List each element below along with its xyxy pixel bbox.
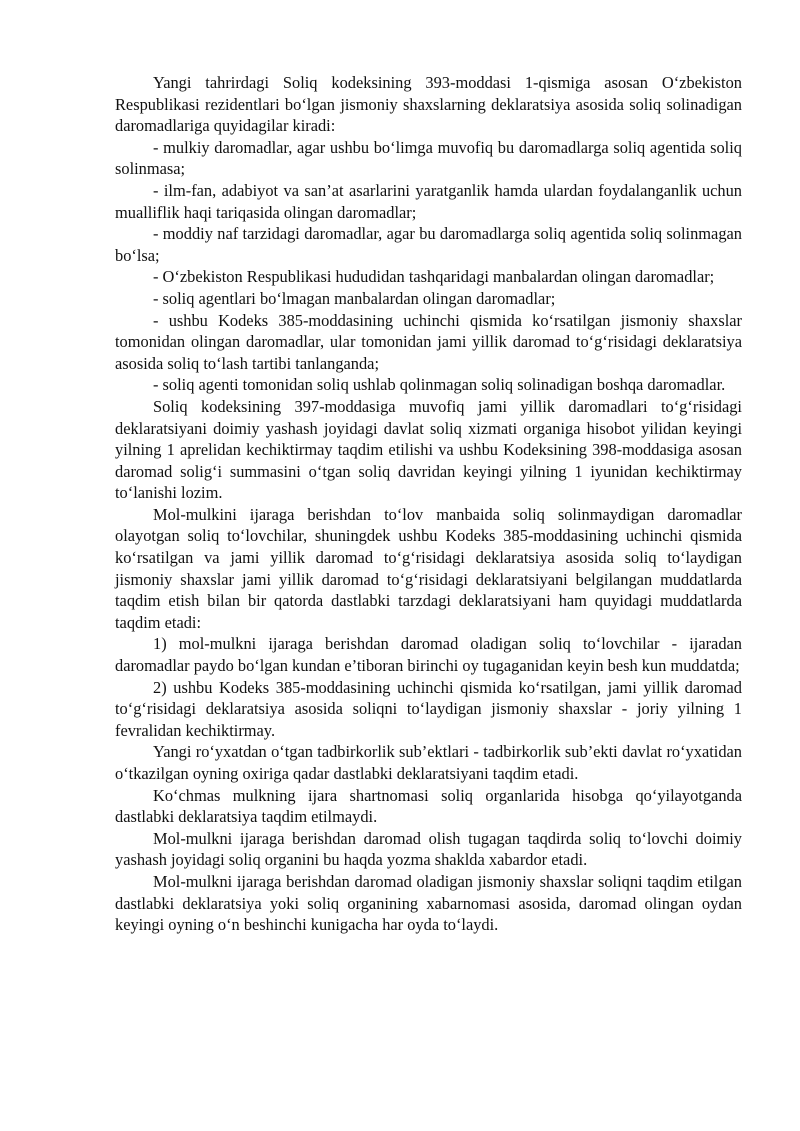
paragraph-royalty-income: - ilm-fan, adabiyot va san’at asarlarini yaratganlik hamda ulardan foydalanganlik uchun mualliflik haqi tariqasida olingan daromadlar; bbox=[115, 180, 742, 222]
paragraph-material-benefit-income: - moddiy naf tarzidagi daromadlar, agar bu daromadlarga soliq agentida soliq solinmagan bo‘lsa; bbox=[115, 224, 742, 265]
paragraph-property-income: - mulkiy daromadlar, agar ushbu bo‘limga muvofiq bu daromadlarga soliq agentida soliq solinmasa; bbox=[115, 137, 742, 179]
document-page bbox=[115, 72, 742, 936]
paragraph-article-385-persons: - ushbu Kodeks 385-moddasining uchinchi qismida ko‘rsatilgan jismoniy shaxslar tomonidan olingan daromadlar, ular tomonidan jami yillik daromad to‘g‘risidagi deklaratsiya asosida soliq to‘lash tartibi tanlanganda; bbox=[115, 310, 742, 373]
paragraph-new-entities: Yangi ro‘yxatdan o‘tgan tadbirkorlik sub’ektlari - tadbirkorlik sub’ekti davlat ro‘yxatidan o‘tkazilgan oyning oxiriga qadar dastlabki deklaratsiyani taqdim etadi. bbox=[115, 742, 742, 783]
paragraph-other-income: - soliq agenti tomonidan soliq ushlab qolinmagan soliq solinadigan boshqa daromadlar. bbox=[153, 375, 726, 395]
paragraph-foreign-income: - O‘zbekiston Respublikasi hududidan tashqaridagi manbalardan olingan daromadlar; bbox=[153, 267, 715, 287]
paragraph-intro-article-393: Yangi tahrirdagi Soliq kodeksining 393-moddasi 1-qismiga asosan O‘zbekiston Respublikasi rezidentlari bo‘lgan jismoniy shaxslarning deklaratsiya asosida soliq solinadigan daromadlariga quyidagilar kiradi: bbox=[115, 73, 742, 136]
paragraph-preliminary-declaration: Mol-mulkini ijaraga berishdan to‘lov manbaida soliq solinmaydigan daromadlar olayotgan soliq to‘lovchilar, shuningdek ushbu Kodeks 385-moddasining uchinchi qismida ko‘rsatilgan va jami yillik daromad to‘g‘risidagi deklaratsiya asosida soliq to‘laydigan jismoniy shaxslar jami yillik daromad to‘g‘risidagi deklaratsiyani belgilangan muddatlarda taqdim etish bilan bir qatorda dastlabki tarzdagi deklaratsiyani ham quyidagi muddatlarda taqdim etadi: bbox=[115, 504, 742, 632]
paragraph-monthly-payment: Mol-mulkni ijaraga berishdan daromad oladigan jismoniy shaxslar soliqni taqdim etilgan dastlabki deklaratsiya yoki soliq organining xabarnomasi asosida, daromad olingan oydan keyingi oyning o‘n beshinchi kunigacha har oyda to‘laydi. bbox=[115, 871, 742, 935]
paragraph-non-agent-income: - soliq agentlari bo‘lmagan manbalardan olingan daromadlar; bbox=[153, 288, 556, 308]
paragraph-february-deadline: 2) ushbu Kodeks 385-moddasining uchinchi qismida ko‘rsatilgan, jami yillik daromad to‘g‘risidagi deklaratsiya asosida soliqni to‘laydigan jismoniy shaxslar - joriy yilning 1 fevralidan kechiktirmay. bbox=[115, 677, 742, 740]
paragraph-article-397-deadline: Soliq kodeksining 397-moddasiga muvofiq jami yillik daromadlari to‘g‘risidagi deklaratsiyani doimiy yashash joyidagi davlat soliq xizmati organiga hisobot yilidan keyingi yilning 1 aprelidan kechiktirmay taqdim etilishi va ushbu Kodeksining 398-moddasiga asosan daromad solig‘i summasini o‘tgan soliq davridan keyingi yilning 1 iyunidan kechiktirmay to‘lanishi lozim. bbox=[115, 396, 742, 503]
paragraph-real-estate-lease: Ko‘chmas mulkning ijara shartnomasi soliq organlarida hisobga qo‘yilayotganda dastlabki deklaratsiya taqdim etilmaydi. bbox=[115, 785, 742, 827]
paragraph-rent-termination: Mol-mulkni ijaraga berishdan daromad olish tugagan taqdirda soliq to‘lovchi doimiy yashash joyidagi soliq organini bu haqda yozma shaklda xabardor etadi. bbox=[115, 828, 742, 870]
paragraph-rent-deadline: 1) mol-mulkni ijaraga berishdan daromad oladigan soliq to‘lovchilar - ijaradan daromadlar paydo bo‘lgan kundan e’tiboran birinchi oy tugaganidan keyin besh kun muddatda; bbox=[115, 634, 742, 676]
